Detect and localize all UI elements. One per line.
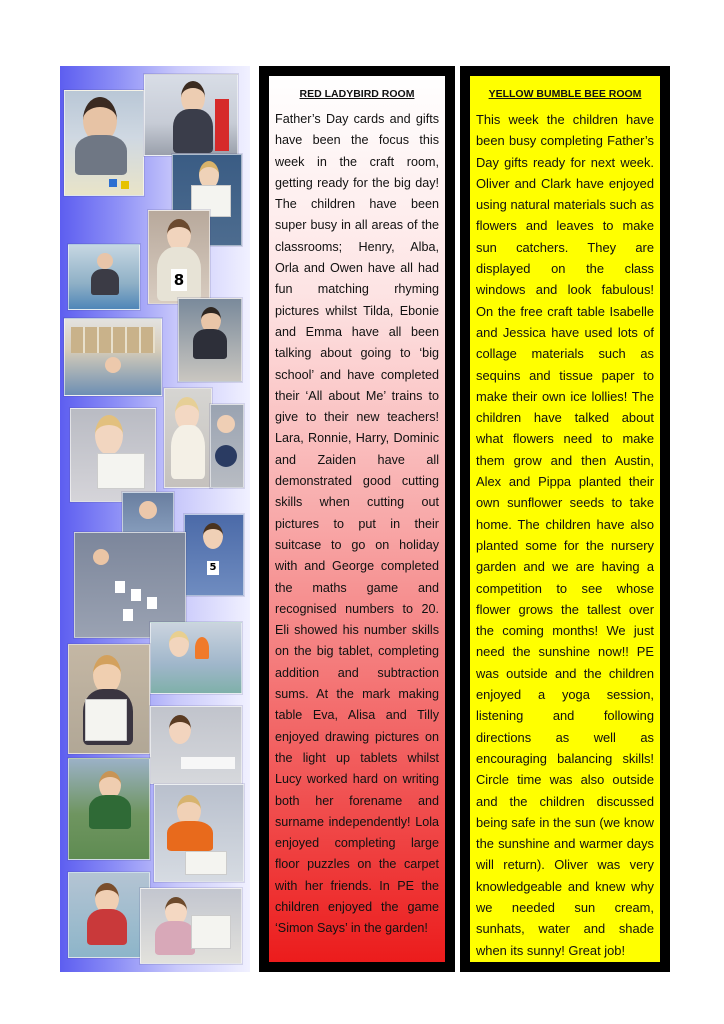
photo-boy-plate xyxy=(210,404,244,488)
yellow-room-body: This week the children have been busy completing Father’s Day gifts ready for next week. Oliver and Clark have enjoyed using natural materials such as flowers and leaves to make sun catchers. They are displayed on the class windows and look fabulous! On the free craft table Isabelle and Jessica have used lots of collage materials such as sequins and tissue paper to make their own ice lollies! The children have talked about what flowers need to make them grow and then Austin, Alex and Pippa planted their own sunflower seeds to take home. The children have also planted some for the nursery garden and we are having a competition to see whose flower grows the tallest over the coming months! We just need the sunshine now!! PE was outside and the children enjoyed a yoga session, listening and following directions as well as encouraging balancing skills! Circle time was also outside and the children discussed being safe in the sun (we know the sunshine and warmer days will return). Oliver was very knowledgeable and knew why we needed sun cream, sunhats, water and shade when its sunny! Great job! xyxy=(476,112,654,958)
red-ladybird-room-panel xyxy=(259,66,455,972)
photo-child-pot xyxy=(144,74,238,156)
photo-girl-number-8 xyxy=(148,210,210,304)
red-panel-content xyxy=(269,76,445,962)
number-card-5: 5 xyxy=(207,561,219,575)
yellow-room-title: YELLOW BUMBLE BEE ROOM xyxy=(488,88,642,100)
yellow-panel-content xyxy=(470,76,660,962)
photo-boy-drawing xyxy=(68,644,150,754)
photo-girl-blonde xyxy=(164,388,212,488)
red-room-body: Father’s Day cards and gifts have been the focus this week in the craft room, getting ready for the big day! The children have been super busy in all areas of the classrooms; Henry, Alba, Orla and Owen have all had fun matching rhyming pictures whilst Tilda, Ebonie and Emma have all been talking about going to ‘big school’ and have completed their ‘All about Me’ trains to give to their new teachers! Lara, Ronnie, Harry, Dominic and Zaiden have all demonstrated good cutting skills when cutting out pictures to put in their suitcase to go on holiday with and George completed the maths game and recognised numbers to 20. Eli showed his number skills on the big tablet, completing addition and subtraction sums. At the mark making table Eva, Alisa and Tilly enjoyed drawing pictures on the light up tablets whilst Lucy worked hard on writing both her forename and surname independently! Lola enjoyed completing large floor puzzles on the carpet with her friends. In PE the children enjoyed the game ‘Simon Says’ in the garden! xyxy=(275,112,439,936)
photo-girl-paper xyxy=(140,888,242,964)
photo-child-shelves xyxy=(64,318,162,396)
number-card-8: 8 xyxy=(171,269,187,291)
photo-boy-desk xyxy=(178,298,242,382)
photo-child-number-5 xyxy=(184,514,244,596)
photo-girl-drawing xyxy=(70,408,156,502)
photo-child-orange-shirt xyxy=(154,784,244,882)
red-room-title: RED LADYBIRD ROOM xyxy=(299,88,415,100)
yellow-bumble-bee-room-panel xyxy=(460,66,670,972)
photo-girl-carrot xyxy=(150,622,242,694)
photo-child-table xyxy=(68,244,140,310)
photo-child-painting xyxy=(68,872,150,958)
photo-girl-letters xyxy=(150,706,242,784)
photo-collage xyxy=(60,66,250,972)
photo-child-blocks xyxy=(64,90,144,196)
photo-boy-grass xyxy=(68,758,150,860)
